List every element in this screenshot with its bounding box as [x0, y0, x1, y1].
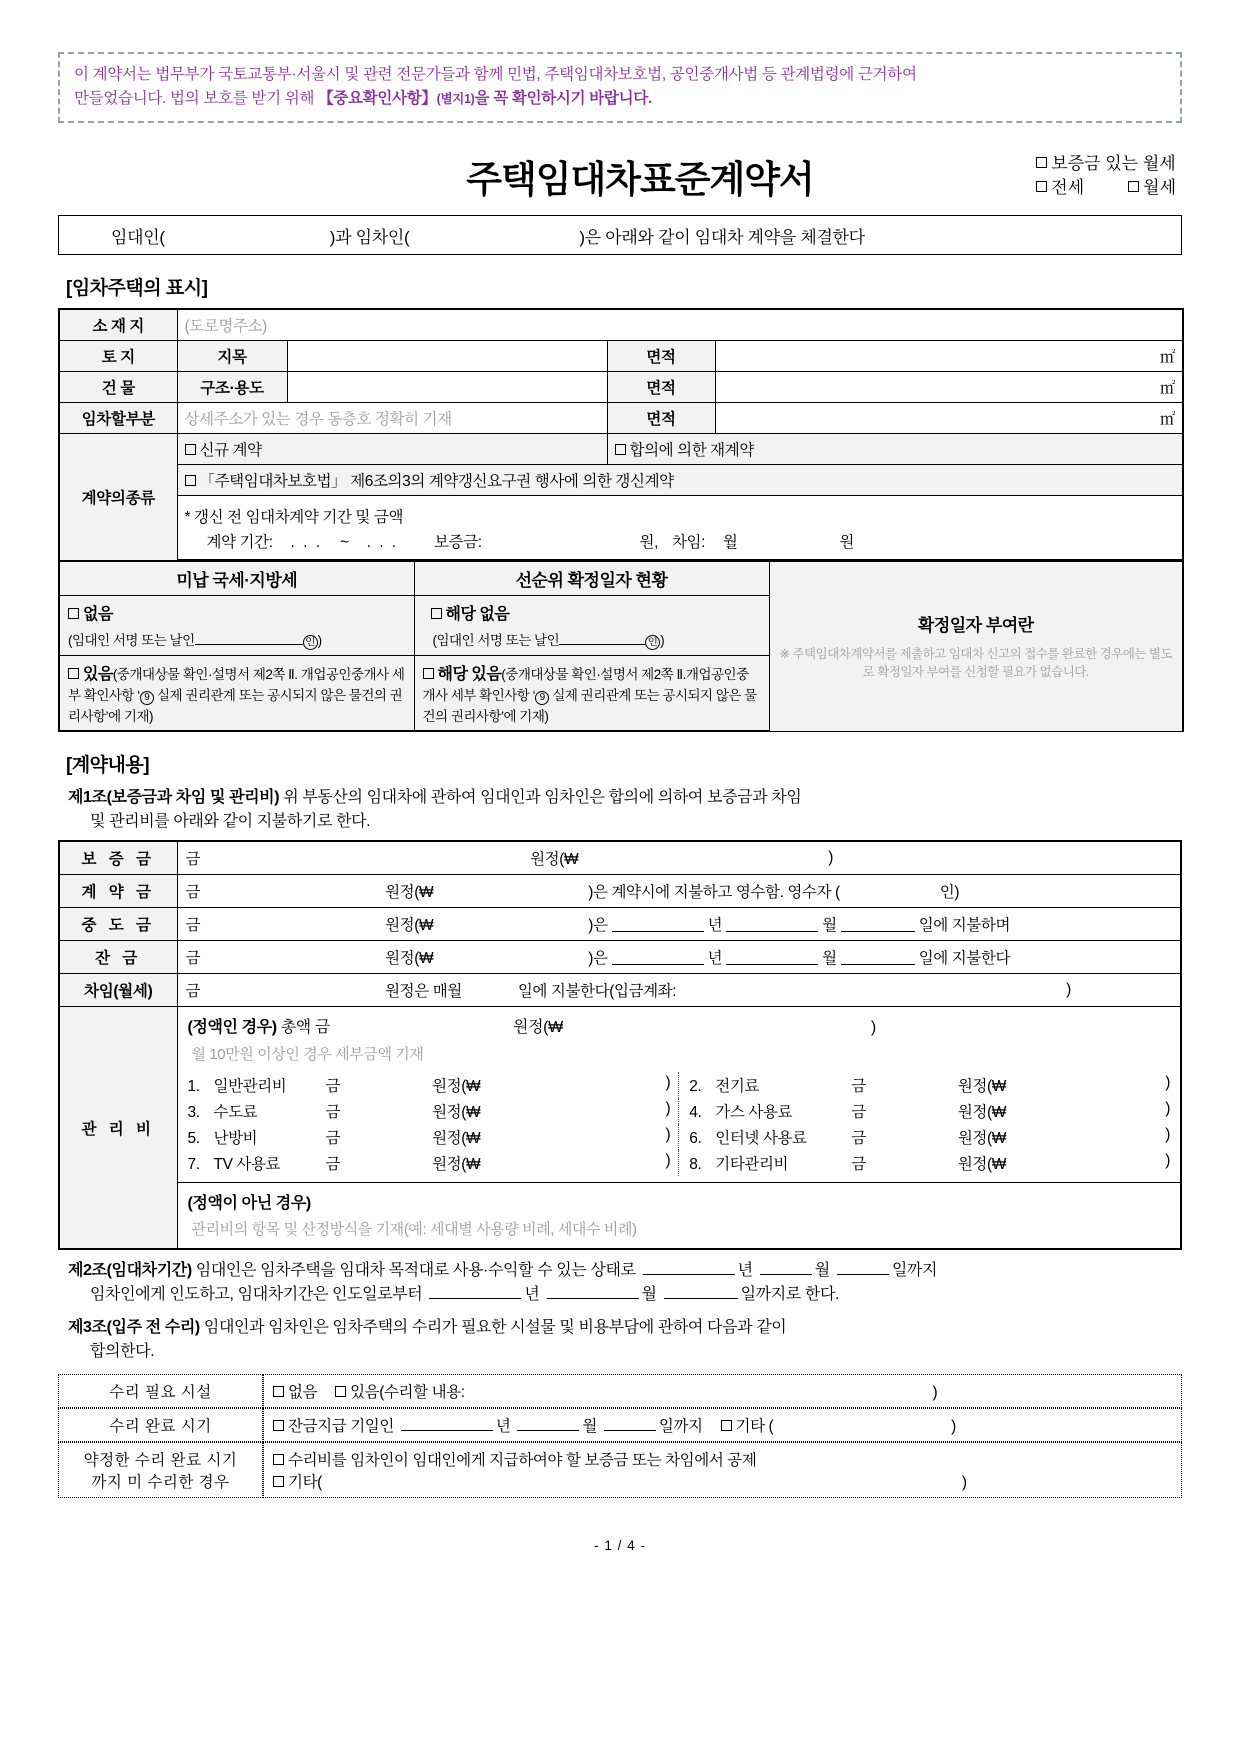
interim-day-label: 일에 지불하며 — [918, 917, 1011, 935]
table-row-contract-kind-2 — [59, 465, 1183, 496]
checkbox-icon[interactable] — [721, 1420, 732, 1431]
article-2-month2-input[interactable] — [547, 1284, 639, 1299]
table-row-monthly-rent — [59, 974, 1181, 1007]
legal-notice-box — [58, 52, 1182, 123]
table-row-land — [59, 341, 1183, 372]
contract-kind-renewal-right-label: 「주택임대차보호법」 제6조의3의 계약갱신요구권 행사에 의한 갱신계약 — [199, 473, 674, 491]
contract-type-option-wolse[interactable] — [1128, 176, 1176, 201]
table-row-leased-part — [59, 403, 1183, 434]
article-2-year-input[interactable] — [643, 1260, 735, 1275]
fee-item-7-name: TV 사용료 — [213, 1156, 281, 1174]
rent-mid: 원정은 매월 — [385, 983, 462, 1001]
balance-month-label: 월 — [822, 950, 837, 968]
fee-item-1[interactable] — [188, 1072, 679, 1098]
notice-line-2 — [74, 87, 1166, 111]
prior-date-yes-cell[interactable] — [414, 656, 769, 732]
fee-item-6-name: 인터넷 사용료 — [715, 1130, 807, 1148]
fee-item-5-won: 원정(₩ — [432, 1130, 481, 1148]
article-1-body-a: 위 부동산의 임대차에 관하여 임대인과 임차인은 합의에 의하여 보증금과 차임 — [279, 789, 802, 807]
repair-deadline-month-label: 월 — [582, 1418, 597, 1436]
checkbox-icon[interactable] — [185, 444, 196, 455]
checkbox-icon[interactable] — [273, 1420, 284, 1431]
deposit-row[interactable] — [177, 841, 1181, 875]
repair-deadline-month-input[interactable] — [517, 1416, 579, 1431]
rent-geum: 금 — [185, 983, 201, 1001]
previous-period-start[interactable]: . . . — [290, 534, 323, 552]
article-2-title: 제2조(임대차기간) — [68, 1262, 192, 1280]
balance-geum: 금 — [185, 950, 201, 968]
balance-month-input[interactable] — [726, 950, 818, 965]
fee-item-3-no: 3. — [187, 1104, 200, 1122]
fee-item-4-close: ) — [1165, 1100, 1170, 1118]
notice-line-1: 이 계약서는 법무부가 국토교통부·서울시 및 관련 전문가들과 함께 민법, 주택임대차보호법, 공인중개사법 등 관계법령에 근거하여 — [74, 66, 917, 83]
fee-item-4-no: 4. — [689, 1104, 702, 1122]
repair-unfinished-deduct-label: 수리비를 임차인이 임대인에게 지급하여야 할 보증금 또는 차임에서 공제 — [288, 1452, 757, 1470]
previous-period-end[interactable]: . . . — [366, 534, 399, 552]
contract-type-label-1: 전세 — [1051, 178, 1085, 198]
section-heading-contents: [계약내용] — [66, 755, 150, 777]
article-3-body-a: 임대인과 임차인은 임차주택의 수리가 필요한 시설물 및 비용부담에 관하여 다음과 같이 — [199, 1319, 787, 1337]
land-category-input[interactable] — [287, 341, 607, 372]
checkbox-icon[interactable] — [431, 608, 442, 619]
deposit-label: 보 증 금 — [59, 841, 177, 875]
fee-item-8-close: ) — [1165, 1152, 1170, 1170]
fee-item-4-geum: 금 — [851, 1104, 866, 1122]
fee-item-5-no: 5. — [187, 1130, 200, 1148]
fee-items-row — [188, 1072, 1171, 1098]
lessee-label: )과 임차인( — [329, 227, 410, 247]
fixed-date-note: ※ 주택임대차계약서를 제출하고 임대차 신고의 접수를 완료한 경우에는 별도로 확정일자 부여를 신청할 필요가 없습니다. — [779, 647, 1173, 680]
land-area-input[interactable]: ㎡ — [715, 341, 1183, 372]
fee-item-3-geum: 금 — [325, 1104, 341, 1122]
unpaid-tax-none-cell[interactable] — [59, 596, 414, 656]
repair-table — [58, 1374, 1182, 1498]
table-row-management-fee — [59, 1007, 1181, 1250]
item-number-icon: 9 — [535, 691, 549, 705]
fee-item-5-geum: 금 — [325, 1130, 341, 1148]
fee-fixed-title: (정액인 경우) — [187, 1019, 277, 1037]
balance-row[interactable] — [177, 941, 1181, 974]
article-2-day-input[interactable] — [837, 1260, 889, 1275]
repair-deadline-label: 수리 완료 시기 — [58, 1408, 263, 1442]
fee-item-6-geum: 금 — [851, 1130, 866, 1148]
deposit-close: ) — [828, 849, 833, 867]
contract-kind-option-renew-agreement[interactable] — [607, 434, 1183, 465]
checkbox-icon[interactable] — [335, 1386, 346, 1397]
fee-item-1-no: 1. — [187, 1078, 200, 1096]
fee-item-2-geum: 금 — [851, 1078, 866, 1096]
building-area-input[interactable]: ㎡ — [715, 372, 1183, 403]
fee-item-3-close: ) — [665, 1100, 671, 1118]
article-2-line-2 — [68, 1283, 1182, 1307]
fee-nonfixed-hint[interactable]: 관리비의 항목 및 산정방식을 기재(예: 세대별 사용량 비례, 세대수 비례) — [191, 1221, 637, 1239]
down-won-open: 원정(₩ — [385, 884, 434, 902]
prior-date-yes-detail-b: 실제 권리관계 또는 공시되지 않은 물건의 권리사항’에 기재) — [422, 688, 757, 725]
article-1-body-b: 및 관리비를 아래와 같이 지불하기로 한다. — [90, 813, 371, 831]
fee-item-2-won: 원정(₩ — [957, 1078, 1006, 1096]
paren-close: ) — [317, 633, 322, 649]
unpaid-tax-yes-cell[interactable] — [59, 656, 414, 732]
leased-part-input[interactable]: 상세주소가 있는 경우 동층호 정확히 기재 — [177, 403, 607, 434]
previous-contract-note: * 갱신 전 임대차계약 기간 및 금액 — [184, 509, 404, 527]
interim-month-input[interactable] — [726, 917, 818, 932]
table-row-tax-heads — [59, 561, 1183, 596]
fee-item-5[interactable] — [188, 1124, 679, 1150]
down-geum: 금 — [185, 884, 201, 902]
table-row-down-payment — [59, 875, 1181, 908]
article-1-title: 제1조(보증금과 차임 및 관리비) — [68, 789, 280, 807]
interim-payment-row[interactable] — [177, 908, 1181, 941]
checkbox-icon[interactable] — [185, 475, 196, 486]
monthly-rent-row[interactable] — [177, 974, 1181, 1007]
fee-item-4-won: 원정(₩ — [957, 1104, 1006, 1122]
deposit-won-open: 원정(₩ — [530, 851, 579, 869]
notice-line-2-tail: 을 꼭 확인하시기 바랍니다. — [474, 90, 652, 108]
repair-unfinished-label — [58, 1442, 263, 1498]
fee-item-2-close: ) — [1165, 1074, 1170, 1092]
prior-date-none-cell[interactable] — [414, 596, 769, 656]
prior-date-yes-label: 해당 있음 — [437, 666, 502, 684]
fee-item-8-name: 기타관리비 — [715, 1156, 789, 1174]
fee-items-row — [188, 1124, 1171, 1150]
article-2-body-b: 임차인에게 인도하고, 임대차기간은 인도일로부터 — [90, 1286, 423, 1304]
checkbox-icon[interactable] — [68, 608, 79, 619]
contract-kind-option-renewal-right[interactable] — [177, 465, 1183, 496]
interim-year-label: 년 — [707, 917, 723, 935]
down-payment-row[interactable] — [177, 875, 1181, 908]
notice-attachment-ref: (별지1) — [436, 92, 475, 107]
previous-deposit-won: 원, — [639, 534, 659, 552]
interim-month-label: 월 — [822, 917, 837, 935]
repair-needed-label: 수리 필요 시설 — [58, 1374, 263, 1408]
fee-item-7-close: ) — [665, 1152, 671, 1170]
fee-item-1-geum: 금 — [325, 1078, 341, 1096]
checkbox-icon[interactable] — [273, 1454, 284, 1465]
checkbox-icon[interactable] — [68, 668, 79, 679]
checkbox-icon[interactable] — [1128, 181, 1139, 192]
unpaid-tax-none-option[interactable] — [68, 601, 406, 624]
interim-tail: )은 — [588, 917, 608, 935]
fee-items-row — [188, 1150, 1171, 1176]
unpaid-tax-header: 미납 국세·지방세 — [59, 561, 414, 596]
article-3 — [68, 1316, 1182, 1364]
prior-date-none-signature[interactable] — [423, 629, 761, 650]
checkbox-icon[interactable] — [423, 668, 434, 679]
down-payment-fields — [186, 880, 1173, 902]
parties-line — [58, 215, 1182, 255]
fee-item-3-won: 원정(₩ — [432, 1104, 481, 1122]
prior-date-none-sign-label: (임대인 서명 또는 날인 — [432, 633, 560, 649]
money-table — [58, 840, 1182, 1250]
fixed-date-title: 확정일자 부여란 — [917, 616, 1034, 636]
deposit-fields — [186, 847, 1173, 869]
article-2-year2-label: 년 — [524, 1286, 540, 1304]
signature-blank[interactable] — [559, 631, 645, 645]
fee-item-4[interactable] — [679, 1098, 1170, 1124]
balance-fields — [186, 946, 1173, 968]
fee-item-6-no: 6. — [689, 1130, 702, 1148]
building-structure-input[interactable] — [287, 372, 607, 403]
repair-deadline-close: ) — [951, 1418, 956, 1436]
interim-won-open: 원정(₩ — [385, 917, 434, 935]
fee-item-2-name: 전기료 — [715, 1078, 759, 1096]
notice-important-label: 【중요확인사항】 — [318, 90, 437, 108]
seal-icon: 인 — [303, 635, 318, 650]
article-3-title: 제3조(입주 전 수리) — [68, 1319, 200, 1337]
contract-kind-label: 계약의종류 — [59, 434, 177, 561]
fee-fixed-total-label: 총액 금 — [276, 1019, 330, 1037]
repair-deadline-balance-label: 잔금지급 기일인 — [288, 1418, 394, 1436]
fee-item-1-name: 일반관리비 — [213, 1078, 287, 1096]
down-tail2: 인) — [939, 884, 960, 902]
contract-type-option-deposit-monthly[interactable] — [1036, 152, 1176, 177]
repair-unfinished-option-2[interactable] — [273, 1470, 1172, 1492]
table-row-contract-kind-3 — [59, 496, 1183, 561]
repair-needed-yes-label: 있음(수리할 내용: — [350, 1384, 465, 1402]
interim-payment-label: 중 도 금 — [59, 908, 177, 941]
repair-needed-close: ) — [932, 1384, 938, 1402]
interim-year-input[interactable] — [612, 917, 704, 932]
leased-part-area-input[interactable]: ㎡ — [715, 403, 1183, 434]
article-2-year2-input[interactable] — [429, 1284, 521, 1299]
balance-won-open: 원정(₩ — [385, 950, 434, 968]
prior-date-none-label: 해당 없음 — [445, 606, 510, 624]
contract-kind-new-label: 신규 계약 — [199, 442, 262, 460]
rent-tail: 일에 지불한다(입금계좌: — [517, 983, 677, 1001]
title-row — [58, 137, 1182, 203]
table-row-balance — [59, 941, 1181, 974]
seal-icon: 인 — [645, 635, 660, 650]
property-table — [58, 308, 1184, 561]
repair-deadline-day-input[interactable] — [604, 1416, 656, 1431]
balance-tail: )은 — [588, 950, 608, 968]
article-2-day-label: 일까지 — [891, 1262, 937, 1280]
fee-item-6[interactable] — [679, 1124, 1170, 1150]
repair-deadline-other-label: 기타 ( — [735, 1418, 774, 1436]
checkbox-icon[interactable] — [1036, 181, 1047, 192]
fee-divider — [178, 1182, 1181, 1183]
fee-item-5-close: ) — [665, 1126, 671, 1144]
repair-unfinished-other-label: 기타( — [288, 1474, 322, 1492]
repair-unfinished-options[interactable] — [263, 1442, 1182, 1498]
deposit-geum: 금 — [185, 851, 201, 869]
unpaid-tax-yes-detail-b: 실제 권리관계 또는 공시되지 않은 물건의 권리사항’에 기재) — [68, 688, 403, 725]
repair-deadline-year-label: 년 — [495, 1418, 511, 1436]
fee-item-5-name: 난방비 — [213, 1130, 258, 1148]
paren-close: ) — [660, 633, 665, 649]
rent-close: ) — [1066, 981, 1071, 999]
previous-rent-won: 원 — [839, 534, 854, 552]
article-2-month2-label: 월 — [641, 1286, 657, 1304]
parties-tail-text: )은 아래와 같이 임대차 계약을 체결한다 — [579, 227, 865, 247]
signature-blank[interactable] — [195, 631, 303, 645]
repair-unfinished-close: ) — [961, 1474, 967, 1492]
fee-nonfixed-title: (정액이 아닌 경우) — [187, 1195, 311, 1213]
fee-detail-hint: 월 10만원 이상인 경우 세부금액 기재 — [191, 1046, 424, 1064]
repair-needed-none-label: 없음 — [288, 1384, 318, 1402]
previous-deposit-label: 보증금: — [434, 534, 482, 552]
repair-unfinished-label-a: 약정한 수리 완료 시기 — [83, 1452, 238, 1470]
interim-payment-fields — [186, 913, 1173, 935]
repair-deadline-day-label: 일까지 — [658, 1418, 703, 1436]
article-2-day2-label: 일까지로 한다. — [740, 1286, 840, 1304]
monthly-rent-label: 차임(월세) — [59, 974, 177, 1007]
contract-type-option-jeonse[interactable] — [1036, 176, 1084, 201]
balance-year-label: 년 — [707, 950, 723, 968]
repair-deadline-year-input[interactable] — [401, 1416, 493, 1431]
land-category-label: 지목 — [177, 341, 287, 372]
unpaid-tax-none-signature[interactable] — [68, 629, 406, 650]
fee-items-row — [188, 1098, 1171, 1124]
article-2-body-a: 임대인은 임차주택을 임대차 목적대로 사용·수익할 수 있는 상태로 — [191, 1262, 636, 1280]
building-label: 건 물 — [59, 372, 177, 403]
tax-and-priority-table — [58, 560, 1184, 732]
fee-item-4-name: 가스 사용료 — [715, 1104, 793, 1122]
fee-item-3[interactable] — [188, 1098, 679, 1124]
checkbox-icon[interactable] — [1036, 157, 1047, 168]
repair-unfinished-option-1[interactable] — [273, 1448, 1172, 1470]
section-heading-property: [임차주택의 표시] — [66, 278, 208, 300]
table-row-address — [59, 309, 1183, 341]
previous-contract-fields — [185, 530, 1176, 552]
fee-item-8[interactable] — [679, 1150, 1170, 1176]
fee-total-close: ) — [870, 1019, 876, 1037]
notice-line-2-lead: 만들었습니다. 법의 보호를 받기 위해 — [74, 90, 319, 108]
prior-date-none-option[interactable] — [423, 601, 761, 624]
management-fee-cell — [177, 1007, 1181, 1250]
management-fee-label: 관 리 비 — [59, 1007, 177, 1250]
contract-type-checkboxes — [1036, 152, 1176, 201]
unpaid-tax-none-sign-label: (임대인 서명 또는 날인 — [68, 633, 195, 649]
fee-item-6-won: 원정(₩ — [957, 1130, 1006, 1148]
article-2-month-input[interactable] — [760, 1260, 812, 1275]
checkbox-icon[interactable] — [273, 1476, 284, 1487]
item-number-icon: 9 — [140, 691, 154, 705]
repair-needed-options[interactable] — [263, 1374, 1182, 1408]
table-row-repair-unfinished — [58, 1442, 1182, 1498]
fee-item-8-no: 8. — [689, 1156, 702, 1174]
previous-rent-label: 차임: — [671, 534, 705, 552]
article-2-year-label: 년 — [737, 1262, 753, 1280]
table-row-repair-deadline — [58, 1408, 1182, 1442]
fee-item-7-no: 7. — [187, 1156, 200, 1174]
checkbox-icon[interactable] — [615, 444, 626, 455]
balance-label: 잔 금 — [59, 941, 177, 974]
land-label: 토 지 — [59, 341, 177, 372]
repair-unfinished-label-b: 까지 미 수리한 경우 — [91, 1474, 230, 1492]
leased-part-area-label: 면적 — [607, 403, 715, 434]
contract-kind-option-new[interactable] — [177, 434, 607, 465]
fee-fixed-line — [188, 1014, 1171, 1037]
contract-type-label-2: 월세 — [1143, 178, 1176, 198]
article-2 — [68, 1259, 1182, 1307]
land-area-label: 면적 — [607, 341, 715, 372]
interim-geum: 금 — [185, 917, 201, 935]
checkbox-icon[interactable] — [273, 1386, 284, 1397]
fee-total-won-open: 원정(₩ — [513, 1019, 563, 1037]
fee-item-1-close: ) — [665, 1074, 671, 1092]
fixed-date-assignment-cell — [769, 561, 1183, 731]
lessor-label: 임대인( — [111, 227, 165, 247]
balance-year-input[interactable] — [612, 950, 704, 965]
table-row-interim-payment — [59, 908, 1181, 941]
fee-item-7-geum: 금 — [325, 1156, 341, 1174]
monthly-rent-fields — [186, 979, 1173, 1001]
address-input[interactable]: (도로명주소) — [177, 309, 1183, 341]
table-row-contract-kind-1 — [59, 434, 1183, 465]
page-footer: - 1 / 4 - — [594, 1538, 646, 1554]
balance-day-input[interactable] — [841, 950, 915, 965]
address-label: 소 재 지 — [59, 309, 177, 341]
article-1 — [68, 786, 1182, 834]
table-row-repair-needed — [58, 1374, 1182, 1408]
fee-item-7[interactable] — [188, 1150, 679, 1176]
fee-item-8-geum: 금 — [851, 1156, 866, 1174]
fee-items-grid — [188, 1072, 1171, 1176]
down-tail: )은 계약시에 지불하고 영수함. 영수자 ( — [588, 884, 840, 902]
unpaid-tax-none-label: 없음 — [83, 606, 113, 624]
fee-item-3-name: 수도료 — [213, 1104, 258, 1122]
prior-fixed-date-header: 선순위 확정일자 현황 — [414, 561, 769, 596]
fee-item-2-no: 2. — [689, 1078, 702, 1096]
unpaid-tax-yes-detail-a: (중개대상물 확인·설명서 제2쪽 Ⅱ. 개업공인중개사 세부 확인사항 ‘ — [68, 667, 405, 704]
previous-period-label: 계약 기간: — [206, 534, 273, 552]
prior-date-yes-detail-a: (중개대상물 확인·설명서 제2쪽 Ⅱ.개업공인중개사 세부 확인사항 ‘ — [422, 667, 749, 704]
article-3-body-b: 합의한다. — [90, 1343, 155, 1361]
down-payment-label: 계 약 금 — [59, 875, 177, 908]
article-2-day2-input[interactable] — [664, 1284, 738, 1299]
balance-day-label: 일에 지불한다 — [918, 950, 1011, 968]
previous-rent-month: 월 — [722, 534, 738, 552]
repair-deadline-options[interactable] — [263, 1408, 1182, 1442]
page-title: 주택임대차표준계약서 — [466, 159, 814, 201]
article-2-month-label: 월 — [814, 1262, 830, 1280]
contract-type-label-0: 보증금 있는 월세 — [1051, 153, 1176, 173]
fee-item-7-won: 원정(₩ — [432, 1156, 481, 1174]
table-row-deposit — [59, 841, 1181, 875]
previous-contract-block — [177, 496, 1183, 561]
fee-item-2[interactable] — [679, 1072, 1170, 1098]
unpaid-tax-yes-label: 있음 — [83, 666, 113, 684]
contract-kind-renew-agreement-label: 합의에 의한 재계약 — [629, 442, 754, 460]
building-structure-label: 구조·용도 — [177, 372, 287, 403]
fee-item-1-won: 원정(₩ — [432, 1078, 481, 1096]
previous-period-tilde: ~ — [340, 534, 349, 552]
interim-day-input[interactable] — [841, 917, 915, 932]
table-row-building — [59, 372, 1183, 403]
fee-item-8-won: 원정(₩ — [957, 1156, 1006, 1174]
fee-item-6-close: ) — [1165, 1126, 1170, 1144]
building-area-label: 면적 — [607, 372, 715, 403]
leased-part-label: 임차할부분 — [59, 403, 177, 434]
